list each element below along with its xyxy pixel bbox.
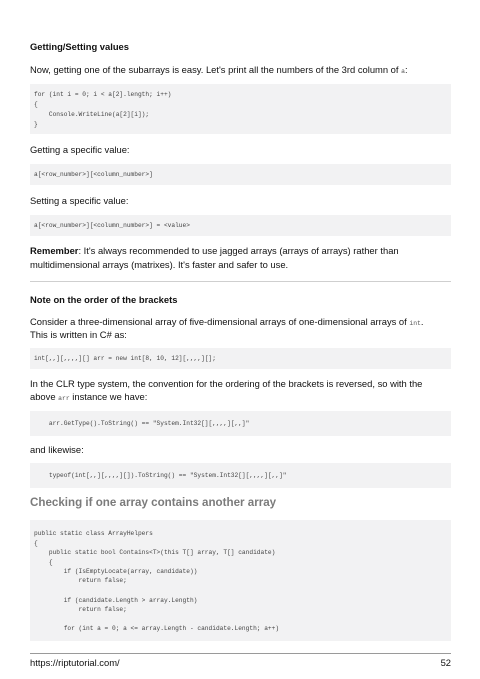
brackets-paragraph-1-line2: This is written in C# as:: [30, 329, 127, 340]
intro-inline-code: a: [401, 68, 405, 75]
footer-divider: [30, 653, 451, 654]
intro-text: Now, getting one of the subarrays is easy. Let's print all the numbers of the 3rd column of: [30, 64, 402, 75]
code-line: Console.WriteLine(a[2][i]);: [34, 111, 150, 118]
intro-paragraph: [30, 63, 451, 78]
code-line: typeof(int[,,][,,,,][]).ToString() == "System.Int32[][,,,,][,,]": [34, 472, 287, 479]
clr-text: above: [30, 391, 59, 402]
remember-text: : It's always recommended to use jagged arrays (arrays of arrays) rather than: [78, 245, 399, 256]
code-line: for (int a = 0; a <= array.Length - candidate.Length; a++): [34, 625, 280, 632]
code-line: public static bool Contains<T>(this T[] array, T[] candidate): [34, 549, 276, 556]
code-line: {: [34, 540, 38, 547]
likewise-label: and likewise:: [30, 444, 84, 455]
code-line: return false;: [34, 577, 127, 584]
code-block-gettype: [30, 411, 451, 436]
footer-url[interactable]: https://riptutorial.com/: [30, 657, 120, 668]
clr-text-end: instance we have:: [69, 391, 148, 402]
code-line: a[<row_number>][<column_number>]: [34, 171, 153, 178]
section-heading-brackets: Note on the order of the brackets: [30, 294, 178, 305]
code-line: arr.GetType().ToString() == "System.Int32[][,,,,][,,]": [34, 420, 250, 427]
intro-end: :: [404, 64, 408, 75]
code-line: {: [34, 559, 53, 566]
section-heading-contains: Checking if one array contains another array: [30, 496, 277, 509]
code-block-loop: [30, 84, 451, 134]
getting-label: Getting a specific value:: [30, 144, 130, 155]
remember-paragraph-line2: multidimensional arrays (matrixes). It's faster and safer to use.: [30, 259, 289, 270]
brackets-text: Consider a three-dimensional array of five-dimensional arrays of one-dimensional arrays of: [30, 316, 410, 327]
remember-paragraph: [30, 244, 451, 257]
code-line: return false;: [34, 606, 127, 613]
code-block-set: [30, 215, 451, 236]
inline-code-int: int: [409, 320, 421, 327]
code-block-array-helpers: [30, 520, 451, 641]
code-line: int[,,][,,,,][] arr = new int[8, 10, 12][,,,,][];: [34, 355, 216, 362]
code-line: for (int i = 0; i < a[2].length; i++): [34, 91, 172, 98]
code-line: if (candidate.Length > array.Length): [34, 597, 198, 604]
page-number: 52: [440, 657, 451, 668]
code-line: }: [34, 121, 38, 128]
code-block-get: [30, 164, 451, 185]
brackets-text-end: .: [420, 316, 424, 327]
clr-paragraph-line1: In the CLR type system, the convention for the ordering of the brackets is reversed, so with the: [30, 378, 423, 389]
code-line: if (IsEmptyLocate(array, candidate)): [34, 568, 198, 575]
section-heading-getting-setting: Getting/Setting values: [30, 41, 129, 52]
code-line: public static class ArrayHelpers: [34, 530, 153, 537]
code-line: a[<row_number>][<column_number>] = <value>: [34, 222, 190, 229]
code-block-declaration: [30, 348, 451, 369]
code-block-typeof: [30, 463, 451, 488]
divider: [30, 281, 451, 282]
setting-label: Setting a specific value:: [30, 195, 129, 206]
inline-code-arr: arr: [58, 395, 70, 402]
clr-paragraph-line2: [30, 390, 451, 405]
remember-bold: Remember: [30, 245, 79, 256]
code-line: {: [34, 101, 38, 108]
